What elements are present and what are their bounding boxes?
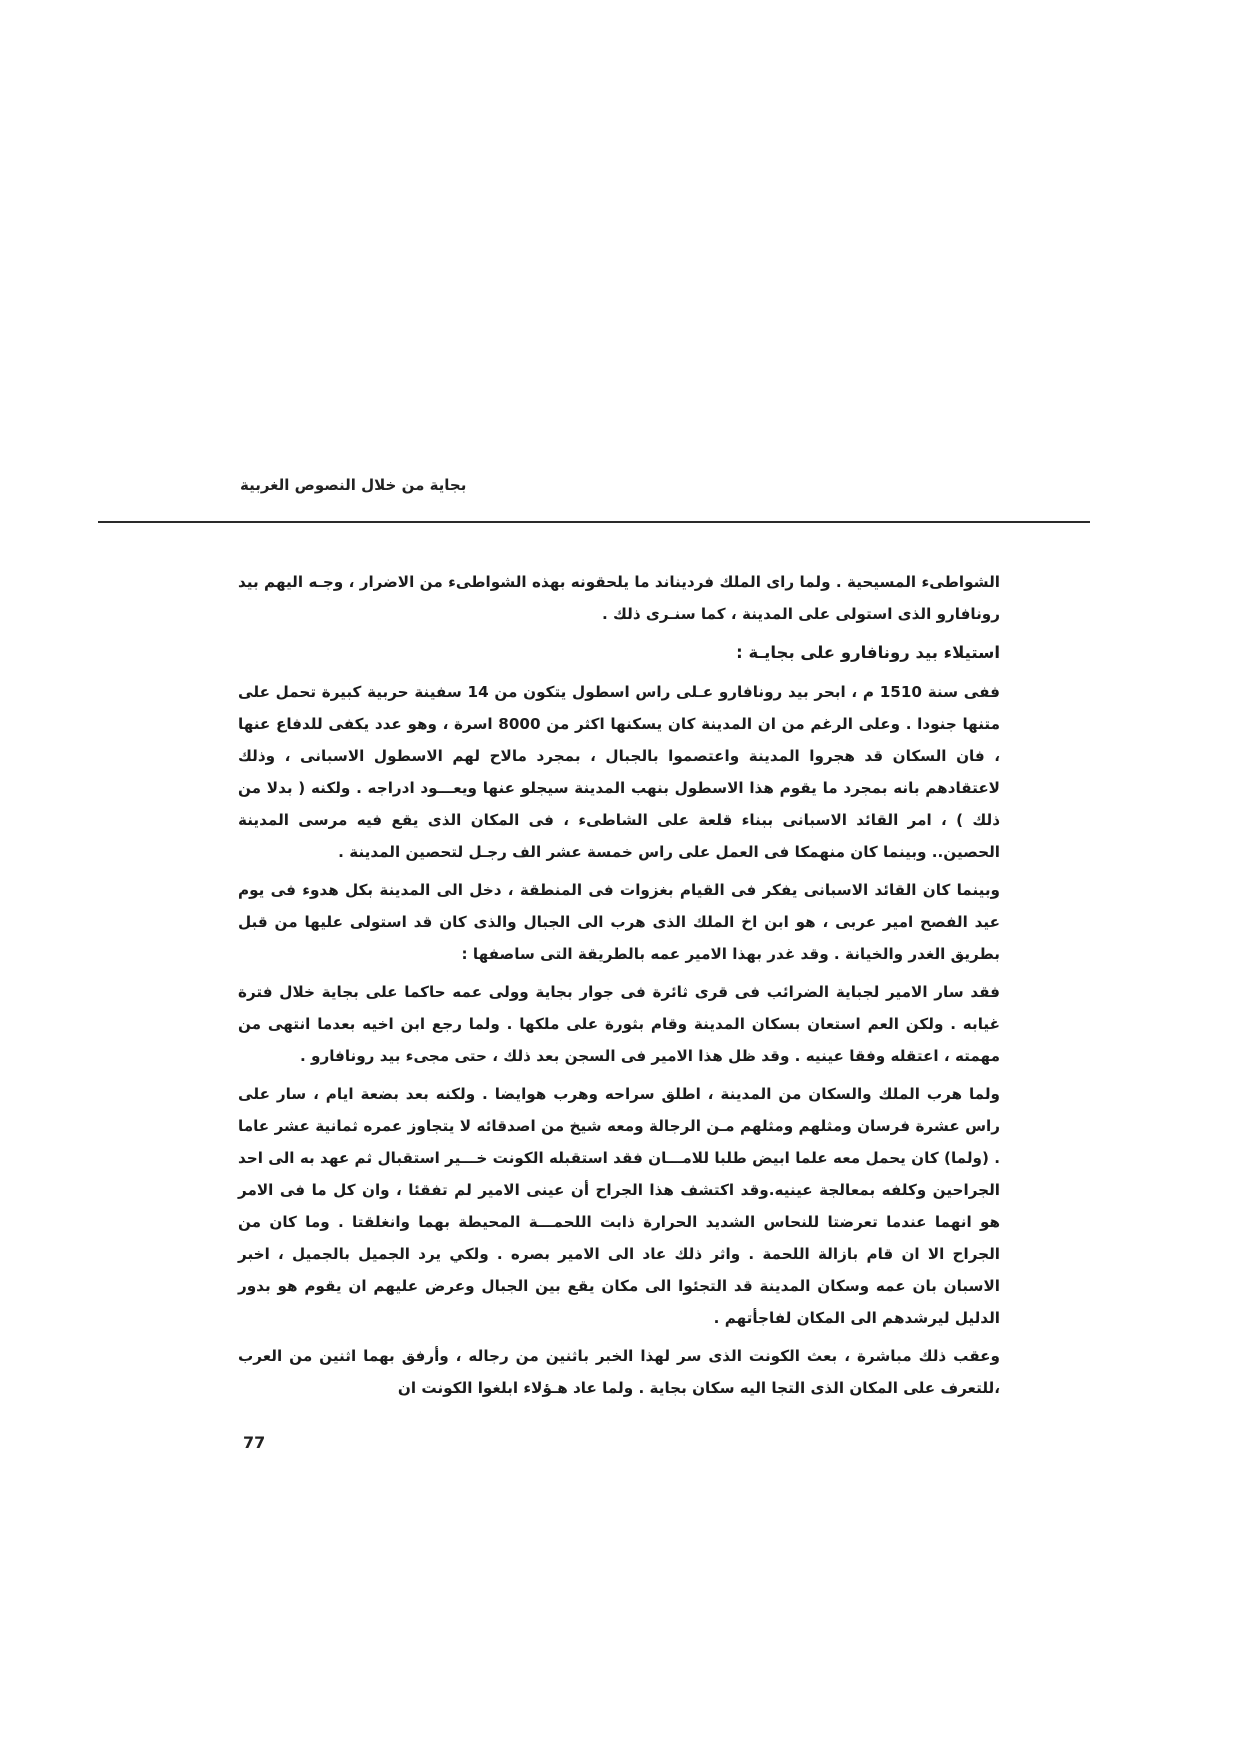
page-number: 77 (243, 1433, 266, 1452)
paragraph: فقد سار الامير لجباية الضرائب فى قرى ثائرة فى جوار بجاية وولى عمه حاكما على بجاية خلال فترة غيابه . ولكن العم استعان بسكان المدينة وقام بثورة على ملكها . ولما رجع ابن اخيه بعدما انتهى من مهمته ، اعتقله وفقا عينيه . وقد ظل هذا الامير فى السجن بعد ذلك ، حتى مجىء بيد رونافارو . (238, 983, 1000, 1065)
header-divider (98, 521, 1090, 523)
section-heading: استيلاء بيد رونافارو على بجايـة : (736, 643, 1000, 662)
paragraph: ففى سنة 1510 م ، ابحر بيد رونافارو عـلى راس اسطول يتكون من 14 سفينة حربية كبيرة تحمل على متنها جنودا . وعلى الرغم من ان المدينة كان يسكنها اكثر من 8000 اسرة ، وهو عدد يكفى للدفاع عنها ، فان السكان قد هجروا المدينة واعتصموا بالجبال ، بمجرد مالاح لهم الاسطول الاسبانى ، وذلك لاعتقادهم بانه بمجرد ما يقوم هذا الاسطول بنهب المدينة سيجلو عنها ويعـــود ادراجه . ولكنه ( بدلا من ذلك ) ، امر القائد الاسبانى ببناء قلعة على الشاطىء ، فى المكان الذى يقع فيه مرسى المدينة الحصين.. وبينما كان منهمكا فى العمل على راس خمسة عشر الف رجـل لتحصين المدينة . (238, 683, 1001, 861)
paragraph: وعقب ذلك مباشرة ، بعث الكونت الذى سر لهذا الخبر باثنين من رجاله ، وأرفق بهما اثنين من العرب ،للتعرف على المكان الذى التجا اليه سكان بجاية . ولما عاد هـؤلاء ابلغوا الكونت ان (238, 1347, 1000, 1397)
body-text (238, 566, 1000, 1410)
running-header: بجاية من خلال النصوص الغربية (240, 476, 467, 494)
paragraph: ولما هرب الملك والسكان من المدينة ، اطلق سراحه وهرب هوايضا . ولكنه بعد بضعة ايام ، سار على راس عشرة فرسان ومثلهم ومثلهم مـن الرجالة ومعه شيخ من اصدقائه لا يتجاوز عمره ثمانية عشر عاما . (ولما) كان يحمل معه علما ابيض طلبا للامـــان فقد استقبله الكونت خـــير استقبال ثم عهد به الى احد الجراحين وكلفه بمعالجة عينيه.وقد اكتشف هذا الجراح أن عينى الامير لم تفقئا ، وان كل ما فى الامر هو انهما عندما تعرضتا للنحاس الشديد الحرارة ذابت اللحمـــة المحيطة بهما وانغلقتا . وما كان من الجراح الا ان قام بازالة اللحمة . واثر ذلك عاد الى الامير بصره . ولكي يرد الجميل بالجميل ، اخبر الاسبان بان عمه وسكان المدينة قد التجئوا الى مكان يقع بين الجبال وعرض عليهم ان يقوم هو بدور الدليل ليرشدهم الى المكان لفاجأتهم . (238, 1085, 1000, 1327)
paragraph: الشواطىء المسيحية . ولما راى الملك فرديناند ما يلحقونه بهذه الشواطىء من الاضرار ، وجـه اليهم بيد رونافارو الذى استولى على المدينة ، كما سنـرى ذلك . (238, 573, 1000, 623)
paragraph: وبينما كان القائد الاسبانى يفكر فى القيام بغزوات فى المنطقة ، دخل الى المدينة بكل هدوء فى يوم عيد الفصح امير عربى ، هو ابن اخ الملك الذى هرب الى الجبال والذى كان قد استولى عليها من قبل بطريق الغدر والخيانة . وقد غدر بهذا الامير عمه بالطريقة التى ساصفها : (238, 881, 1000, 963)
